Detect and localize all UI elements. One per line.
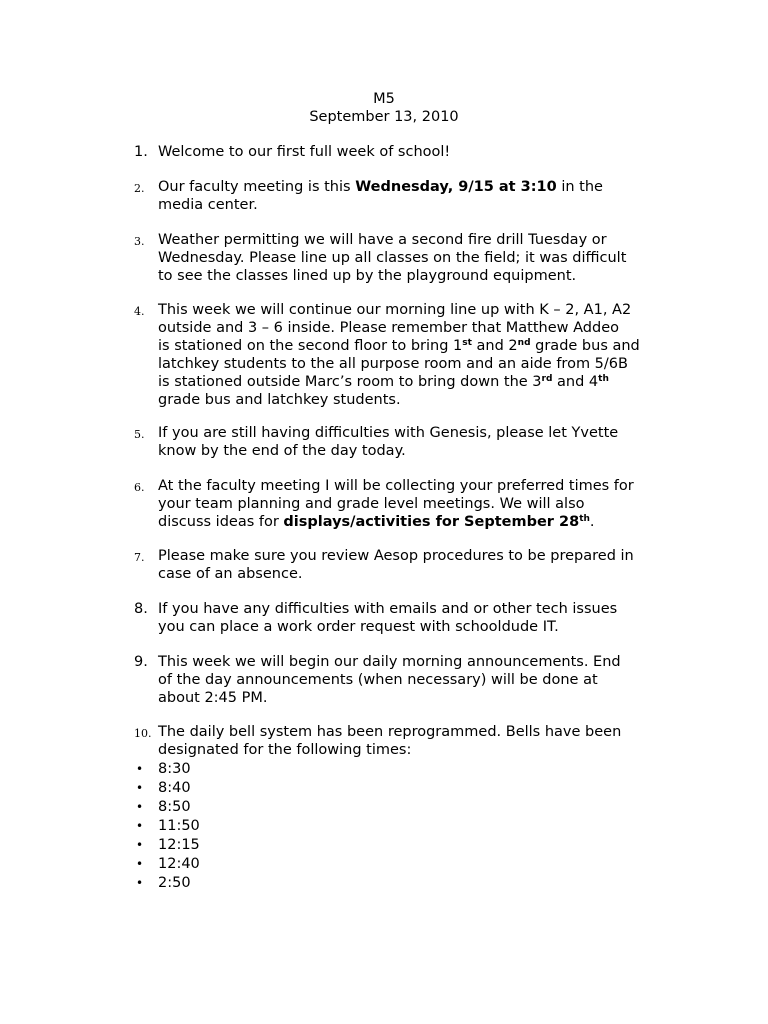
bell-times-list bbox=[134, 760, 200, 893]
bell-time: 2:50 bbox=[158, 875, 191, 891]
text-run: and 2 bbox=[471, 338, 518, 354]
item-text-line: know by the end of the day today. bbox=[158, 443, 406, 459]
list-item-2 bbox=[134, 178, 674, 214]
item-text-line: This week we will begin our daily morning announcements. End bbox=[158, 654, 621, 670]
bell-time-item bbox=[134, 760, 200, 779]
bell-time-item bbox=[134, 855, 200, 874]
bell-time: 12:15 bbox=[158, 837, 200, 853]
item-text-line bbox=[158, 513, 674, 531]
text-run: is stationed on the second floor to bring 1 bbox=[158, 338, 463, 354]
item-text-line bbox=[158, 373, 674, 391]
item-text-line: of the day announcements (when necessary) will be done at bbox=[158, 672, 598, 688]
list-item-8 bbox=[134, 600, 674, 636]
item-number: 7. bbox=[134, 551, 145, 564]
list-item-7 bbox=[134, 547, 674, 583]
bullet-icon: • bbox=[136, 838, 144, 852]
text-run: in the bbox=[556, 179, 603, 195]
item-text-line bbox=[158, 337, 674, 355]
item-text-line: designated for the following times: bbox=[158, 742, 412, 758]
item-number: 3. bbox=[134, 235, 145, 248]
bullet-icon: • bbox=[136, 857, 144, 871]
bell-time: 8:30 bbox=[158, 761, 191, 777]
ordinal-suffix: th bbox=[598, 374, 609, 384]
bullet-icon: • bbox=[136, 762, 144, 776]
list-item-9 bbox=[134, 653, 674, 707]
bullet-icon: • bbox=[136, 819, 144, 833]
item-text-line: The daily bell system has been reprogrammed. Bells have been bbox=[158, 724, 622, 740]
list-item-5 bbox=[134, 424, 674, 460]
displays-activities-emphasis bbox=[283, 514, 589, 530]
bell-time: 8:40 bbox=[158, 780, 191, 796]
item-number: 1. bbox=[134, 144, 148, 160]
text-run: and 4 bbox=[552, 374, 599, 390]
item-number: 9. bbox=[134, 654, 148, 670]
list-item-1 bbox=[134, 143, 674, 161]
item-text-line: latchkey students to the all purpose room and an aide from 5/6B bbox=[158, 356, 628, 372]
list-item-3 bbox=[134, 231, 674, 285]
item-text-line: This week we will continue our morning line up with K – 2, A1, A2 bbox=[158, 302, 632, 318]
bell-time-item bbox=[134, 817, 200, 836]
list-item-4 bbox=[134, 301, 674, 409]
item-text-line: If you are still having difficulties with Genesis, please let Yvette bbox=[158, 425, 619, 441]
item-text-line bbox=[158, 178, 674, 196]
bell-time-item bbox=[134, 798, 200, 817]
ordinal-suffix: nd bbox=[517, 338, 531, 348]
bullet-icon: • bbox=[136, 800, 144, 814]
text-run: grade bus and bbox=[530, 338, 640, 354]
bell-time-item bbox=[134, 779, 200, 798]
item-number: 2. bbox=[134, 182, 145, 195]
item-text-line: you can place a work order request with schooldude IT. bbox=[158, 619, 559, 635]
item-text-line: Please make sure you review Aesop procedures to be prepared in bbox=[158, 548, 634, 564]
bell-time: 11:50 bbox=[158, 818, 200, 834]
item-text-line: Welcome to our first full week of school! bbox=[158, 144, 451, 160]
text-run: . bbox=[589, 514, 595, 530]
bell-time-item bbox=[134, 836, 200, 855]
document-title: M5 bbox=[373, 91, 395, 107]
list-item-10 bbox=[134, 723, 674, 759]
document-date: September 13, 2010 bbox=[309, 109, 459, 125]
ordinal-suffix: th bbox=[579, 514, 590, 524]
bullet-icon: • bbox=[136, 876, 144, 890]
item-text-line: Weather permitting we will have a second fire drill Tuesday or bbox=[158, 232, 607, 248]
item-text-line: At the faculty meeting I will be collecting your preferred times for bbox=[158, 478, 634, 494]
bullet-icon: • bbox=[136, 781, 144, 795]
item-number: 4. bbox=[134, 305, 145, 318]
list-item-6 bbox=[134, 477, 674, 531]
ordinal-suffix: rd bbox=[541, 374, 553, 384]
item-text-line: your team planning and grade level meetings. We will also bbox=[158, 496, 585, 512]
item-text-line: media center. bbox=[158, 197, 258, 213]
item-number: 6. bbox=[134, 481, 145, 494]
item-text-line: If you have any difficulties with emails and or other tech issues bbox=[158, 601, 618, 617]
bell-time-item bbox=[134, 874, 200, 893]
item-text-line: outside and 3 – 6 inside. Please remember that Matthew Addeo bbox=[158, 320, 619, 336]
item-number: 10. bbox=[134, 727, 152, 740]
bell-time: 12:40 bbox=[158, 856, 200, 872]
meeting-date-emphasis: Wednesday, 9/15 at 3:10 bbox=[355, 179, 557, 195]
item-text-line: case of an absence. bbox=[158, 566, 303, 582]
bell-time: 8:50 bbox=[158, 799, 191, 815]
text-run: discuss ideas for bbox=[158, 514, 284, 530]
ordinal-suffix: st bbox=[462, 338, 472, 348]
item-number: 8. bbox=[134, 601, 148, 617]
item-text-line: to see the classes lined up by the playground equipment. bbox=[158, 268, 577, 284]
text-run: is stationed outside Marc’s room to bring down the 3 bbox=[158, 374, 542, 390]
item-text-line: grade bus and latchkey students. bbox=[158, 392, 401, 408]
text-run: Our faculty meeting is this bbox=[158, 179, 356, 195]
text-run: displays/activities for September 28 bbox=[283, 514, 580, 530]
item-text-line: about 2:45 PM. bbox=[158, 690, 268, 706]
item-number: 5. bbox=[134, 428, 145, 441]
item-text-line: Wednesday. Please line up all classes on the field; it was difficult bbox=[158, 250, 627, 266]
